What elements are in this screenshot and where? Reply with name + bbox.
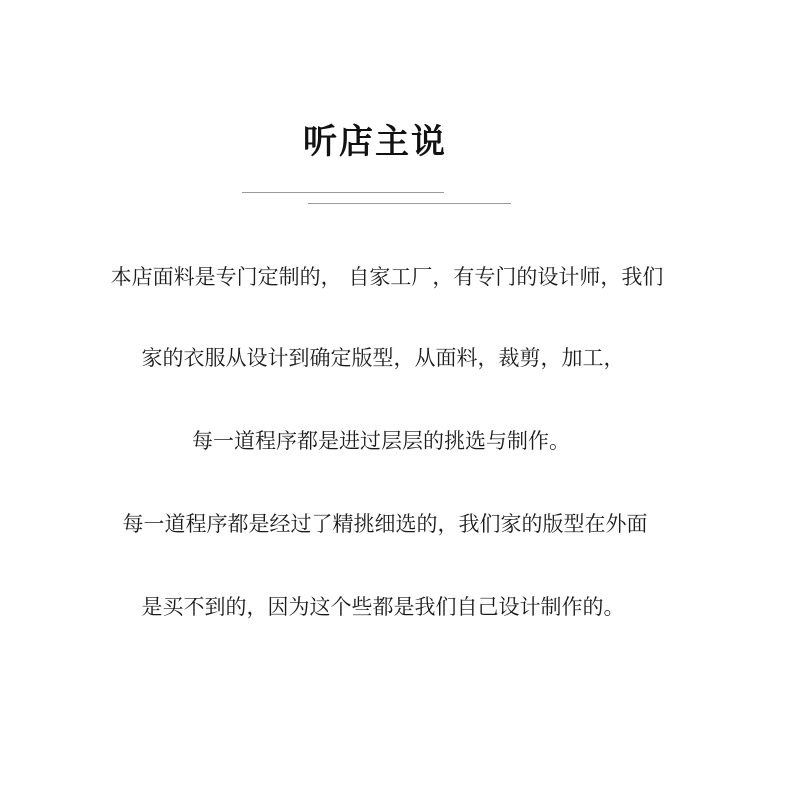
body-line-1: 本店面料是专门定制的， 自家工厂，有专门的设计师，我们 — [110, 265, 664, 289]
page-title: 听店主说 — [303, 122, 447, 162]
title-divider-upper — [242, 192, 444, 193]
title-divider-lower — [308, 203, 511, 204]
body-line-2: 家的衣服从设计到确定版型，从面料，裁剪，加工， — [141, 346, 625, 370]
body-line-4: 每一道程序都是经过了精挑细选的，我们家的版型在外面 — [122, 512, 648, 536]
body-line-5: 是买不到的，因为这个些都是我们自己设计制作的。 — [141, 595, 625, 619]
body-line-3: 每一道程序都是进过层层的挑选与制作。 — [192, 429, 570, 453]
